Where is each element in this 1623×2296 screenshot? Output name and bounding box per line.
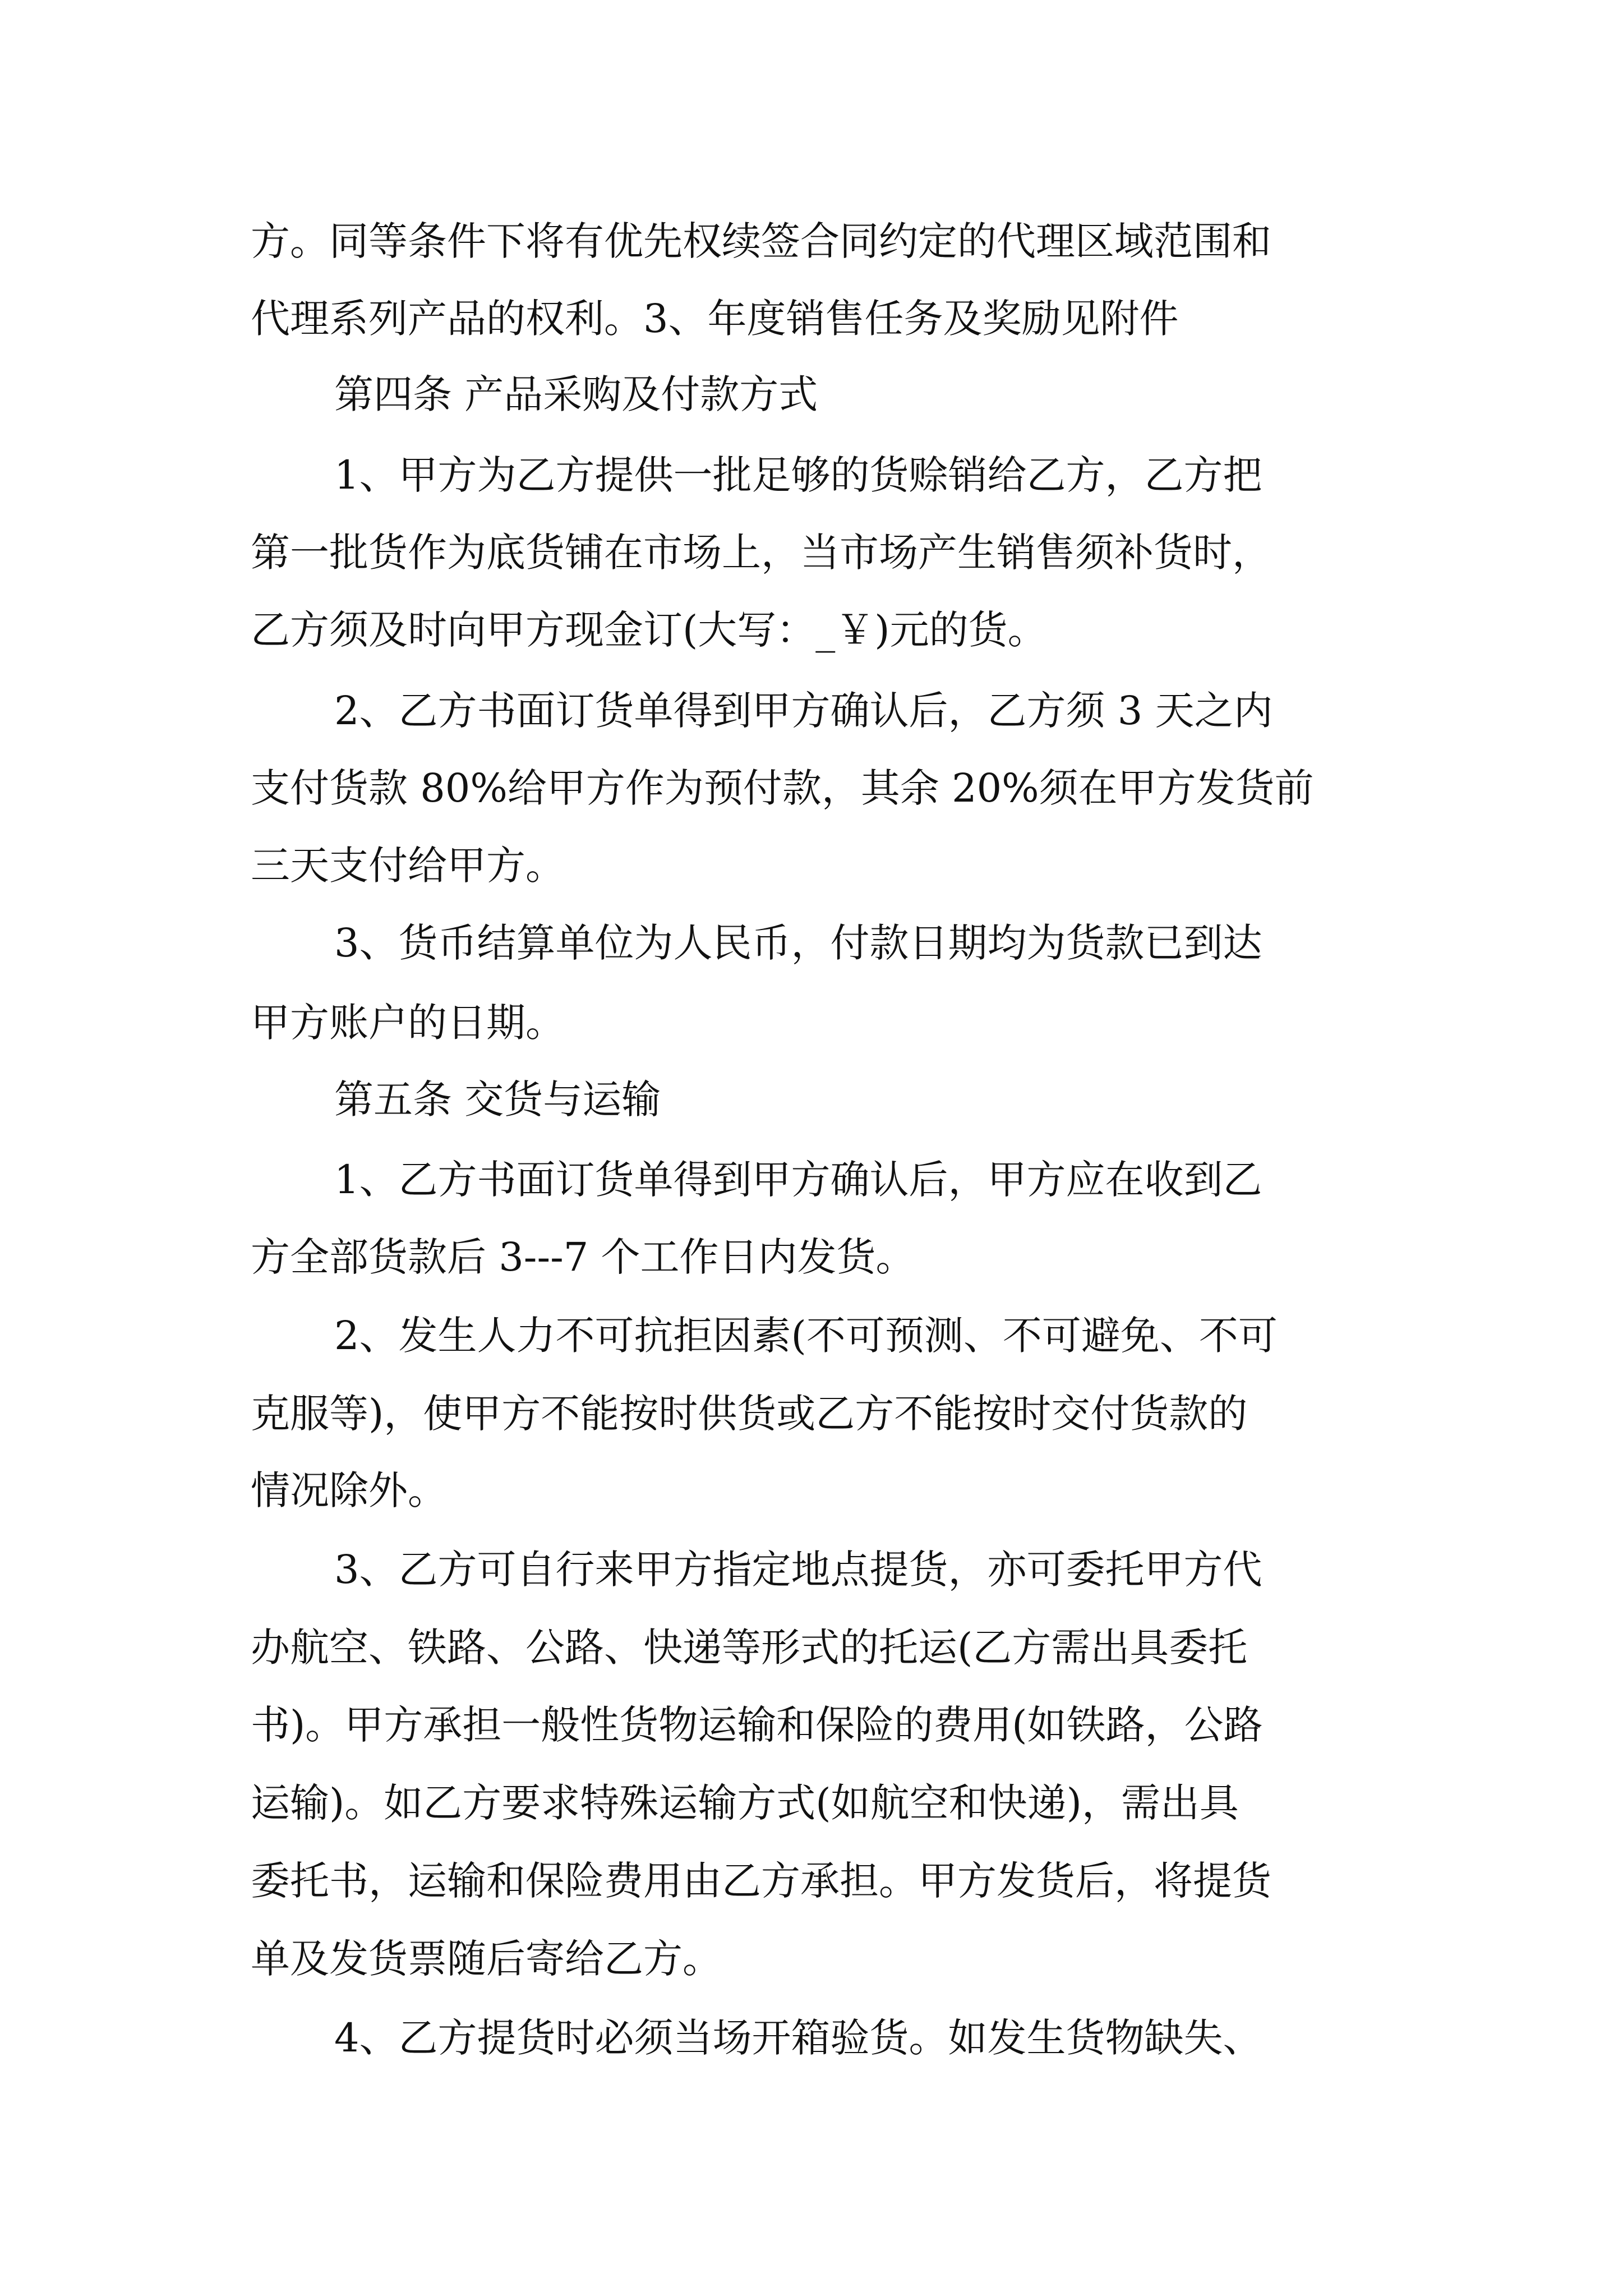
text-line: 三天支付给甲方。 bbox=[251, 843, 565, 889]
text-line: 代理系列产品的权利。3、年度销售任务及奖励见附件 bbox=[251, 296, 1179, 342]
text-line: 乙方须及时向甲方现金订(大写：_￥)元的货。 bbox=[251, 607, 1047, 653]
text-line: 1、乙方书面订货单得到甲方确认后，甲方应在收到乙 bbox=[334, 1157, 1262, 1203]
text-line: 4、乙方提货时必须当场开箱验货。如发生货物缺失、 bbox=[334, 2015, 1262, 2061]
text-line: 2、发生人力不可抗拒因素(不可预测、不可避免、不可 bbox=[334, 1313, 1278, 1359]
text-line: 单及发货票随后寄给乙方。 bbox=[251, 1936, 722, 1982]
text-line: 第一批货作为底货铺在市场上，当市场产生销售须补货时， bbox=[251, 530, 1271, 576]
text-line: 委托书，运输和保险费用由乙方承担。甲方发货后，将提货 bbox=[251, 1858, 1271, 1904]
section-heading: 第五条 交货与运输 bbox=[334, 1076, 661, 1122]
text-line: 甲方账户的日期。 bbox=[251, 1000, 565, 1046]
text-line: 支付货款 80%给甲方作为预付款，其余 20%须在甲方发货前 bbox=[251, 765, 1314, 811]
text-line: 3、货币结算单位为人民币，付款日期均为货款已到达 bbox=[334, 920, 1262, 966]
text-line: 1、甲方为乙方提供一批足够的货赊销给乙方，乙方把 bbox=[334, 452, 1262, 498]
text-line: 2、乙方书面订货单得到甲方确认后，乙方须 3 天之内 bbox=[334, 688, 1273, 734]
text-line: 运输)。如乙方要求特殊运输方式(如航空和快递)，需出具 bbox=[251, 1780, 1239, 1826]
section-heading: 第四条 产品采购及付款方式 bbox=[334, 371, 818, 417]
text-line: 方全部货款后 3---7 个工作日内发货。 bbox=[251, 1234, 915, 1280]
text-line: 办航空、铁路、公路、快递等形式的托运(乙方需出具委托 bbox=[251, 1625, 1248, 1671]
text-line: 书)。甲方承担一般性货物运输和保险的费用(如铁路，公路 bbox=[251, 1702, 1263, 1748]
text-line: 方。同等条件下将有优先权续签合同约定的代理区域范围和 bbox=[251, 218, 1271, 264]
text-line: 克服等)，使甲方不能按时供货或乙方不能按时交付货款的 bbox=[251, 1391, 1248, 1437]
text-line: 情况除外。 bbox=[251, 1467, 447, 1513]
text-line: 3、乙方可自行来甲方指定地点提货，亦可委托甲方代 bbox=[334, 1547, 1262, 1593]
